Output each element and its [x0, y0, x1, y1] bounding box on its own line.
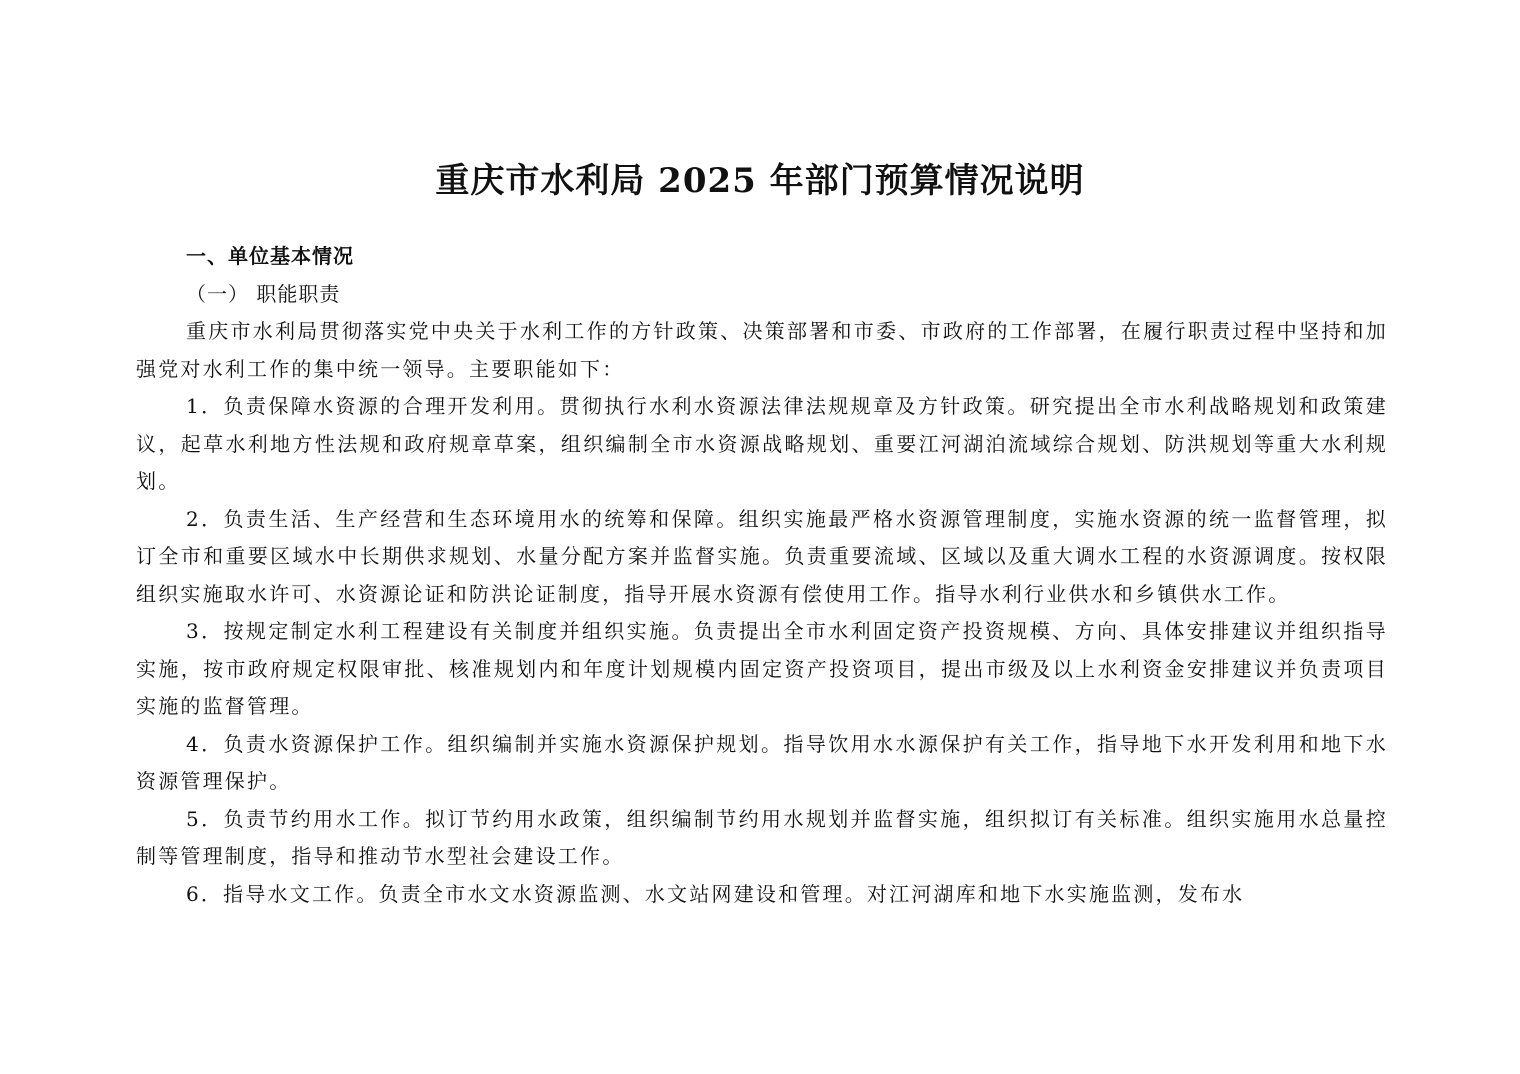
paragraph-item-1: 1．负责保障水资源的合理开发利用。贯彻执行水利水资源法律法规规章及方针政策。研究提出全市水利战略规划和政策建议，起草水利地方性法规和政府规章草案，组织编制全市水资源战略规划、重要江河湖泊流域综合规划、防洪规划等重大水利规划。 [136, 394, 1388, 493]
subsection-heading: （一） 职能职责 [186, 281, 341, 306]
paragraph-item-3: 3．按规定制定水利工程建设有关制度并组织实施。负责提出全市水利固定资产投资规模、方向、具体安排建议并组织指导实施，按市政府规定权限审批、核准规划内和年度计划规模内固定资产投资项目，提出市级及以上水利资金安排建议并负责项目实施的监督管理。 [136, 619, 1388, 718]
section-heading: 一、单位基本情况 [186, 244, 354, 268]
paragraph-item-4: 4．负责水资源保护工作。组织编制并实施水资源保护规划。指导饮用水水源保护有关工作，指导地下水开发利用和地下水资源管理保护。 [136, 731, 1388, 793]
paragraph-item-2: 2．负责生活、生产经营和生态环境用水的统筹和保障。组织实施最严格水资源管理制度，实施水资源的统一监督管理，拟订全市和重要区域水中长期供求规划、水量分配方案并监督实施。负责重要流域、区域以及重大调水工程的水资源调度。按权限组织实施取水许可、水资源论证和防洪论证制度，指导开展水资源有偿使用工作。指导水利行业供水和乡镇供水工作。 [136, 506, 1388, 606]
paragraph-intro: 重庆市水利局贯彻落实党中央关于水利工作的方针政策、决策部署和市委、市政府的工作部署，在履行职责过程中坚持和加强党对水利工作的集中统一领导。主要职能如下： [136, 319, 1388, 381]
document-title: 重庆市水利局 2025 年部门预算情况说明 [435, 161, 1085, 201]
paragraph-item-6: 6．指导水文工作。负责全市水文水资源监测、水文站网建设和管理。对江河湖库和地下水实施监测，发布水 [186, 881, 1245, 906]
paragraph-item-5: 5．负责节约用水工作。拟订节约用水政策，组织编制节约用水规划并监督实施，组织拟订有关标准。组织实施用水总量控制等管理制度，指导和推动节水型社会建设工作。 [136, 806, 1388, 868]
document-body [136, 238, 1388, 913]
